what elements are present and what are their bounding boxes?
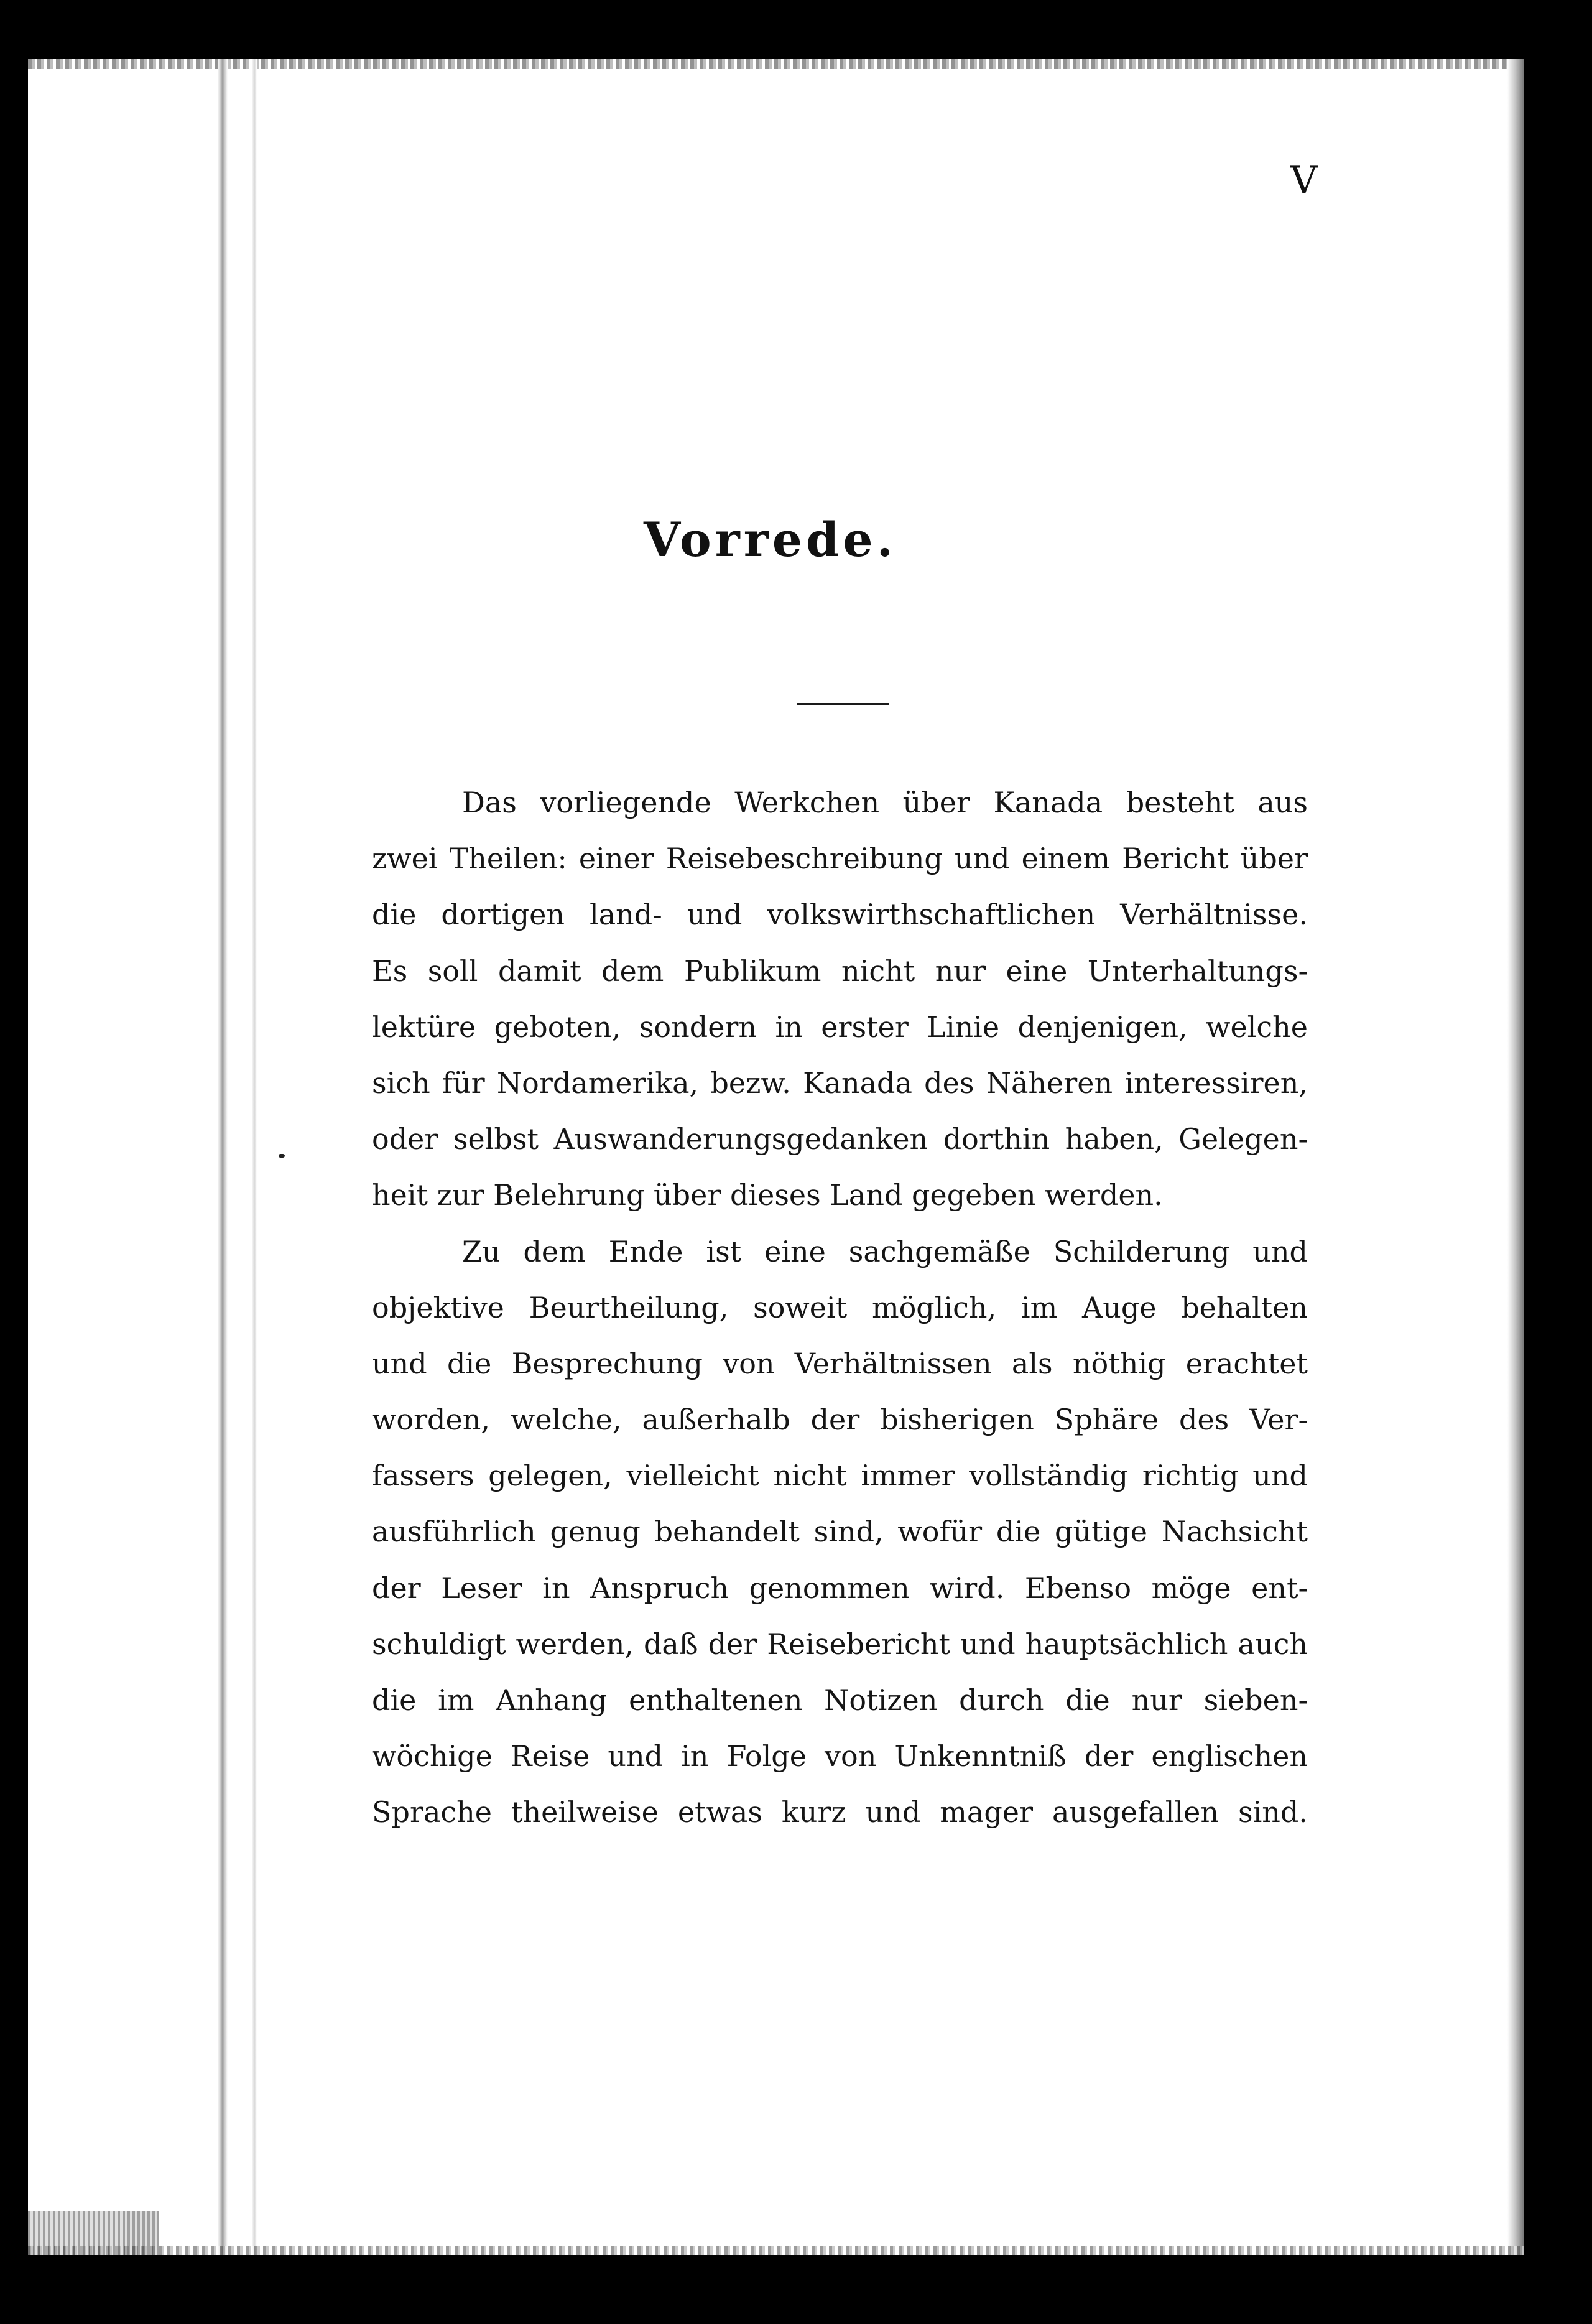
text-line: heit zur Belehrung über dieses Land gegeben werden.	[372, 1178, 1163, 1212]
text-line: wöchige Reise und in Folge von Unkenntniß der englischen	[372, 1739, 1308, 1773]
page-right-edge	[1507, 59, 1524, 2255]
text-line: zwei Theilen: einer Reisebeschreibung und einem Bericht über	[372, 842, 1308, 876]
heading-rule	[797, 703, 889, 705]
binding-gutter	[218, 59, 228, 2255]
text-line: oder selbst Auswanderungsgedanken dorthin haben, Gelegen-	[372, 1122, 1308, 1156]
text-line: und die Besprechung von Verhältnissen als nöthig erachtet	[372, 1346, 1308, 1380]
page-number: V	[1290, 159, 1318, 202]
text-line: Es soll damit dem Publikum nicht nur eine Unterhaltungs-	[372, 954, 1308, 988]
section-heading: Vorrede.	[644, 512, 897, 567]
binding-gutter-inner	[252, 59, 257, 2255]
text-line: objektive Beurtheilung, soweit möglich, im Auge behalten	[372, 1290, 1308, 1324]
text-line: Sprache theilweise etwas kurz und mager ausgefallen sind.	[372, 1795, 1308, 1829]
text-line: der Leser in Anspruch genommen wird. Ebenso möge ent-	[372, 1571, 1308, 1605]
text-line: sich für Nordamerika, bezw. Kanada des Näheren interessiren,	[372, 1066, 1308, 1100]
text-line: die dortigen land- und volkswirthschaftlichen Verhältnisse.	[372, 898, 1308, 932]
stray-ink-mark	[279, 1154, 285, 1158]
text-line: Zu dem Ende ist eine sachgemäße Schilderung und	[462, 1234, 1308, 1268]
text-line: die im Anhang enthaltenen Notizen durch die nur sieben-	[372, 1683, 1308, 1717]
text-line: lektüre geboten, sondern in erster Linie denjenigen, welche	[372, 1010, 1308, 1044]
text-line: ausführlich genug behandelt sind, wofür die gütige Nachsicht	[372, 1515, 1308, 1549]
preface-body	[372, 774, 1308, 1841]
page-bottom-edge	[28, 2246, 1524, 2255]
text-line: fassers gelegen, vielleicht nicht immer vollständig richtig und	[372, 1459, 1308, 1493]
text-line: Das vorliegende Werkchen über Kanada besteht aus	[462, 786, 1308, 819]
text-line: worden, welche, außerhalb der bisherigen Sphäre des Ver-	[372, 1403, 1308, 1437]
text-line: schuldigt werden, daß der Reisebericht und hauptsächlich auch	[372, 1627, 1308, 1661]
scan-artifact	[28, 2211, 159, 2255]
